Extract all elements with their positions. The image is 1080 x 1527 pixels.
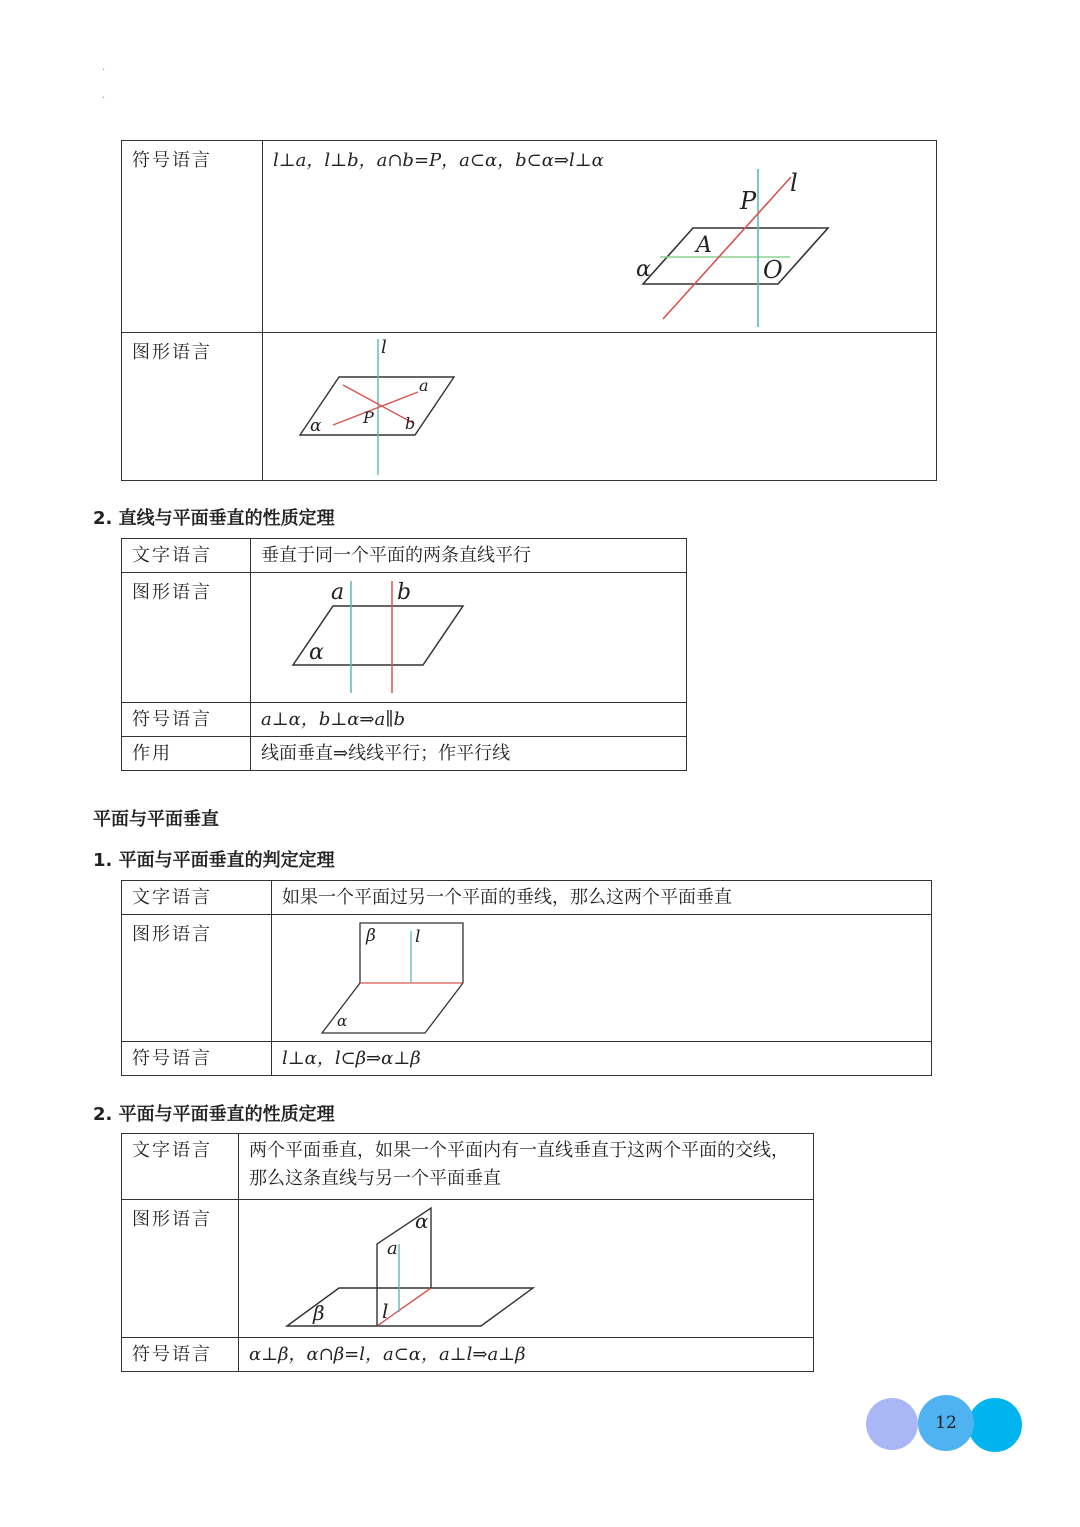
text-language-label: 文字语言 <box>122 881 272 915</box>
text-language-value: 垂直于同一个平面的两条直线平行 <box>251 539 687 573</box>
figure-language-label: 图形语言 <box>122 1200 239 1338</box>
figure-line-plane-3d <box>613 169 873 329</box>
symbol-language-label: 符号语言 <box>122 141 263 333</box>
text-language-line-2: 那么这条直线与另一个平面垂直 <box>249 1168 501 1189</box>
section-heading-plane-plane-criterion: 1. 平面与平面垂直的判定定理 <box>93 850 335 871</box>
symbol-language-cell <box>263 141 937 333</box>
figure-language-label: 图形语言 <box>122 573 251 703</box>
label-l: l <box>790 169 798 197</box>
symbol-language-value: l⊥α，l⊂β⇒α⊥β <box>272 1042 932 1076</box>
text-language-label: 文字语言 <box>122 1134 239 1200</box>
text-language-label: 文字语言 <box>122 539 251 573</box>
section-heading-plane-plane: 平面与平面垂直 <box>93 809 219 830</box>
decor-dot-1: . <box>102 62 106 73</box>
label-l: l <box>415 927 421 947</box>
figure-language-cell <box>251 573 687 703</box>
figure-language-cell <box>272 915 932 1042</box>
label-a: a <box>331 580 345 605</box>
table-plane-plane-criterion <box>121 880 932 1076</box>
label-P: P <box>363 408 374 427</box>
text-language-value: 如果一个平面过另一个平面的垂线，那么这两个平面垂直 <box>272 881 932 915</box>
plane-alpha <box>300 377 454 435</box>
use-value: 线面垂直⇒线线平行；作平行线 <box>251 737 687 771</box>
page-badge-right-circle <box>968 1398 1022 1452</box>
page-number: 12 <box>918 1395 974 1451</box>
label-alpha: α <box>310 416 322 436</box>
figure-line-plane-2d <box>293 337 473 477</box>
table-line-plane-property <box>121 538 687 771</box>
use-label: 作用 <box>122 737 251 771</box>
label-l: l <box>382 1299 389 1323</box>
label-beta: β <box>366 926 376 946</box>
text-language-cell <box>239 1134 814 1200</box>
figure-parallel-lines <box>287 577 487 697</box>
section-heading-line-plane-property: 2. 直线与平面垂直的性质定理 <box>93 508 335 529</box>
label-alpha: α <box>309 640 324 665</box>
label-b: b <box>397 580 412 605</box>
label-a: a <box>419 376 429 395</box>
figure-language-cell <box>263 333 937 481</box>
figure-language-cell <box>239 1200 814 1338</box>
label-a: a <box>387 1238 398 1259</box>
label-l: l <box>381 337 387 358</box>
figure-perpendicular-planes <box>318 917 478 1037</box>
table-line-plane-criterion <box>121 140 937 481</box>
label-alpha: α <box>415 1209 429 1233</box>
label-b: b <box>405 414 416 433</box>
label-alpha: α <box>337 1012 348 1030</box>
table-plane-plane-property <box>121 1133 814 1372</box>
label-A: A <box>696 233 712 258</box>
figure-plane-plane-property <box>283 1204 543 1334</box>
symbol-language-value: α⊥β，α∩β=l，a⊂α，a⊥l⇒a⊥β <box>239 1338 814 1372</box>
symbol-language-label: 符号语言 <box>122 703 251 737</box>
section-heading-plane-plane-property: 2. 平面与平面垂直的性质定理 <box>93 1104 335 1125</box>
label-O: O <box>763 256 783 284</box>
symbol-language-label: 符号语言 <box>122 1338 239 1372</box>
symbol-language-value: a⊥α，b⊥α⇒a∥b <box>251 703 687 737</box>
label-beta: β <box>313 1301 325 1325</box>
plane-alpha <box>643 228 828 284</box>
oblique-line-l <box>663 177 791 319</box>
label-alpha: α <box>636 257 651 282</box>
page-badge-left-circle <box>866 1398 918 1450</box>
symbol-language-formula: l⊥a，l⊥b，a∩b=P，a⊂α，b⊂α⇒l⊥α <box>273 150 604 171</box>
symbol-language-label: 符号语言 <box>122 1042 272 1076</box>
label-P: P <box>740 187 757 215</box>
figure-language-label: 图形语言 <box>122 333 263 481</box>
figure-language-label: 图形语言 <box>122 915 272 1042</box>
text-language-line-1: 两个平面垂直，如果一个平面内有一直线垂直于这两个平面的交线， <box>249 1140 789 1161</box>
decor-dot-2: . <box>102 90 106 101</box>
